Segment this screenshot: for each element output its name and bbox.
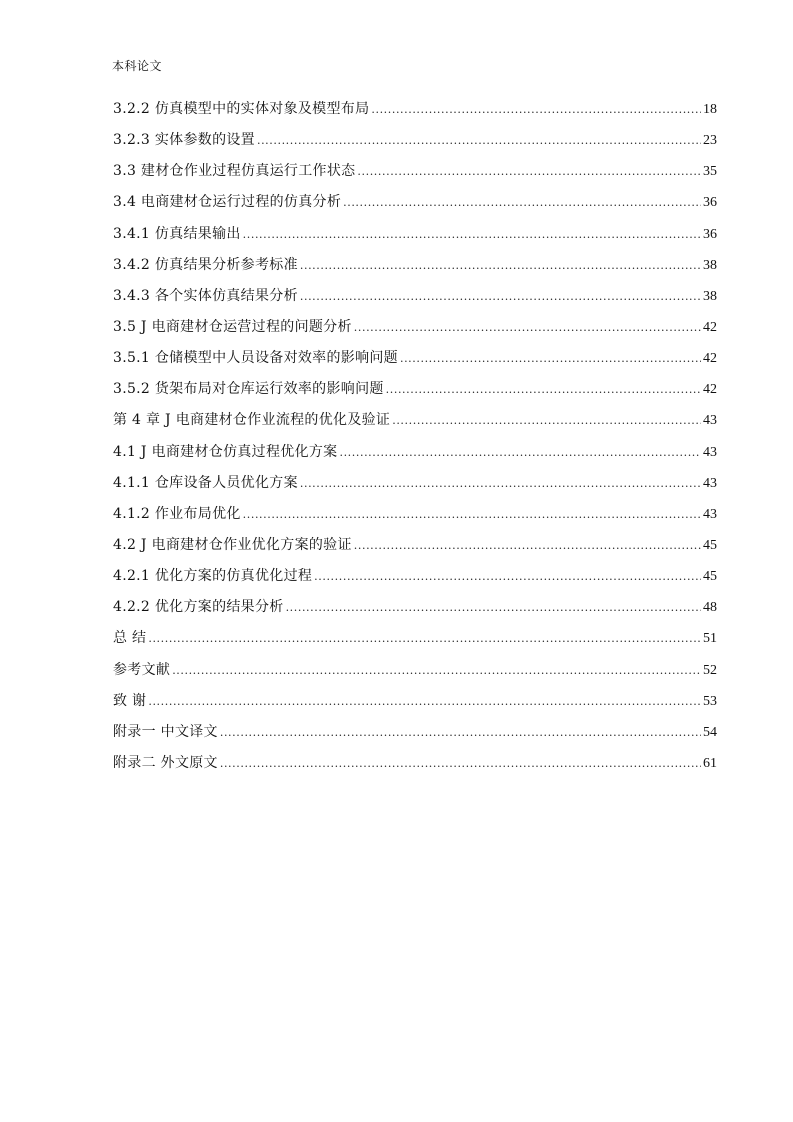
toc-entry[interactable] (113, 752, 717, 783)
toc-dot-leader (400, 348, 701, 370)
toc-dot-leader (354, 535, 701, 557)
toc-entry-title: 附录一 中文译文 (113, 723, 218, 740)
toc-dot-leader (243, 504, 701, 526)
toc-entry-title: 致 谢 (113, 692, 147, 709)
toc-entry-title: 3.5.1 仓储模型中人员设备对效率的影响问题 (113, 350, 398, 367)
toc-entry[interactable] (113, 441, 717, 472)
toc-entry-page: 53 (703, 693, 717, 709)
toc-entry-title: 4.1.2 作业布局优化 (113, 505, 241, 522)
toc-entry-title: 4.1 J 电商建材仓仿真过程优化方案 (113, 443, 338, 460)
toc-entry-page: 38 (703, 288, 717, 304)
toc-entry[interactable] (113, 659, 717, 690)
toc-entry-title: 3.2.2 仿真模型中的实体对象及模型布局 (113, 101, 370, 117)
toc-entry-page: 35 (703, 164, 717, 180)
toc-entry[interactable] (113, 627, 717, 658)
toc-entry-page: 43 (703, 475, 717, 491)
toc-entry-page: 43 (703, 413, 717, 429)
toc-dot-leader (257, 130, 701, 152)
toc-entry-title: 3.4.1 仿真结果输出 (113, 225, 241, 242)
page-header: 本科论文 (112, 59, 163, 73)
toc-dot-leader (172, 660, 701, 682)
toc-entry-title: 3.5.2 货架布局对仓库运行效率的影响问题 (113, 381, 384, 398)
toc-entry-title: 3.4.2 仿真结果分析参考标准 (113, 256, 298, 273)
toc-entry[interactable] (113, 472, 717, 503)
toc-entry-page: 48 (703, 600, 717, 616)
toc-entry[interactable] (113, 191, 717, 222)
toc-dot-leader (148, 628, 701, 650)
toc-dot-leader (392, 410, 701, 432)
toc-dot-leader (386, 379, 701, 401)
toc-entry-title: 总 结 (113, 630, 147, 647)
toc-dot-leader (286, 597, 701, 619)
toc-entry-page: 36 (703, 226, 717, 242)
toc-entry-title: 3.3 建材仓作业过程仿真运行工作状态 (113, 163, 356, 180)
toc-entry-title: 3.2.3 实体参数的设置 (113, 132, 255, 149)
toc-entry-page: 38 (703, 257, 717, 273)
toc-entry[interactable] (113, 223, 717, 254)
toc-dot-leader (343, 192, 701, 214)
toc-dot-leader (148, 691, 701, 713)
toc-dot-leader (371, 99, 701, 121)
toc-entry[interactable] (113, 160, 717, 191)
toc-entry-page: 42 (703, 382, 717, 398)
toc-entry[interactable] (113, 378, 717, 409)
toc-entry[interactable] (113, 721, 717, 752)
toc-entry-page: 43 (703, 444, 717, 460)
toc-entry-title: 参考文献 (113, 661, 171, 678)
toc-entry[interactable] (113, 534, 717, 565)
toc-entry-page: 45 (703, 537, 717, 553)
toc-dot-leader (220, 722, 701, 744)
toc-entry-page: 43 (703, 506, 717, 522)
toc-entry[interactable] (113, 503, 717, 534)
toc-entry-title: 3.4.3 各个实体仿真结果分析 (113, 287, 298, 304)
header-rule (108, 84, 685, 85)
toc-entry-title: 4.2.2 优化方案的结果分析 (113, 599, 284, 616)
toc-entry-page: 61 (703, 755, 717, 771)
toc-entry-page: 54 (703, 724, 717, 740)
toc-entry-page: 18 (703, 102, 717, 117)
toc-entry[interactable] (113, 347, 717, 378)
toc-entry[interactable] (113, 98, 717, 129)
toc-dot-leader (354, 317, 701, 339)
toc-entry[interactable] (113, 129, 717, 160)
toc-entry-page: 52 (703, 662, 717, 678)
toc-entry[interactable] (113, 690, 717, 721)
toc-entry[interactable] (113, 254, 717, 285)
toc-dot-leader (243, 224, 701, 246)
toc-entry[interactable] (113, 565, 717, 596)
toc-dot-leader (357, 161, 701, 183)
toc-entry-title: 3.4 电商建材仓运行过程的仿真分析 (113, 194, 342, 211)
toc-entry[interactable] (113, 285, 717, 316)
toc-dot-leader (300, 473, 701, 495)
toc-entry-title: 附录二 外文原文 (113, 754, 218, 771)
toc-entry-page: 42 (703, 319, 717, 335)
toc-dot-leader (220, 753, 701, 775)
toc-entry-page: 42 (703, 351, 717, 367)
toc-entry[interactable] (113, 409, 717, 440)
toc-entry-page: 36 (703, 195, 717, 211)
toc-entry-title: 3.5 J 电商建材仓运营过程的问题分析 (113, 318, 352, 335)
toc-dot-leader (314, 566, 701, 588)
toc-entry-title: 4.2.1 优化方案的仿真优化过程 (113, 568, 313, 585)
toc-entry-page: 51 (703, 631, 717, 647)
toc-dot-leader (300, 255, 701, 277)
toc-entry-title: 4.2 J 电商建材仓作业优化方案的验证 (113, 536, 352, 553)
toc-entry-page: 23 (703, 133, 717, 149)
toc-entry-page: 45 (703, 569, 717, 585)
toc-dot-leader (339, 442, 701, 464)
toc-entry-title: 第 4 章 J 电商建材仓作业流程的优化及验证 (113, 412, 391, 429)
toc-dot-leader (300, 286, 701, 308)
table-of-contents (113, 98, 717, 783)
toc-entry[interactable] (113, 596, 717, 627)
toc-entry-title: 4.1.1 仓库设备人员优化方案 (113, 474, 298, 491)
toc-entry[interactable] (113, 316, 717, 347)
